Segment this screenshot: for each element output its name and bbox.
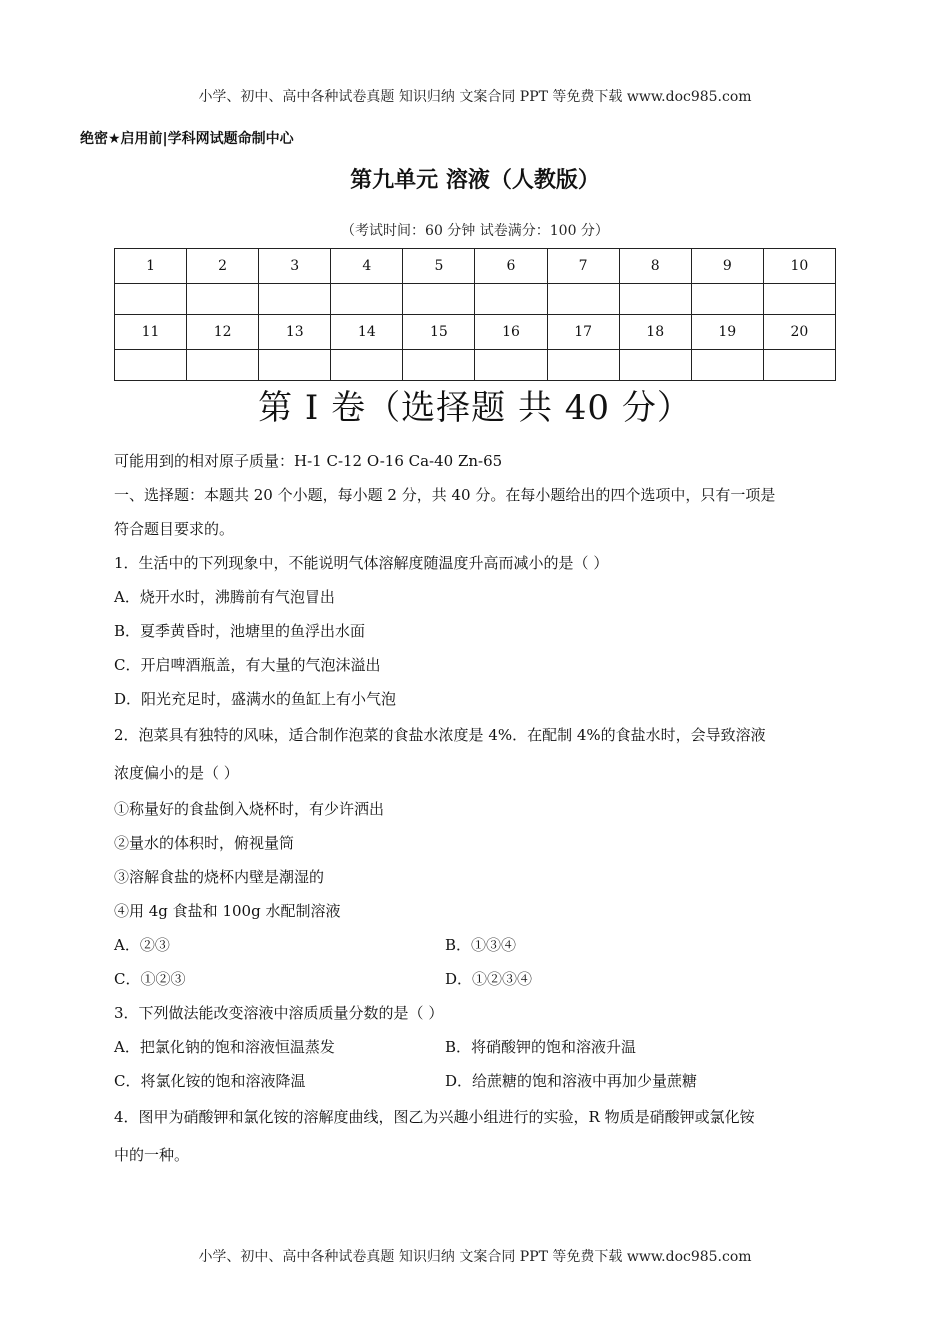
grid-number: 17 bbox=[547, 315, 619, 350]
answer-cell bbox=[619, 284, 691, 315]
option-row bbox=[114, 962, 836, 996]
answer-cell bbox=[331, 350, 403, 381]
answer-cell bbox=[547, 284, 619, 315]
answer-grid-blank-row bbox=[115, 284, 836, 315]
answer-cell bbox=[763, 350, 835, 381]
grid-number: 3 bbox=[259, 249, 331, 284]
grid-number: 7 bbox=[547, 249, 619, 284]
answer-grid-blank-row bbox=[115, 350, 836, 381]
grid-number: 4 bbox=[331, 249, 403, 284]
answer-grid-number-row bbox=[115, 249, 836, 284]
grid-number: 10 bbox=[763, 249, 835, 284]
answer-cell bbox=[259, 284, 331, 315]
option-c: C．①②③ bbox=[114, 970, 186, 988]
answer-cell bbox=[403, 350, 475, 381]
question-stem: 1．生活中的下列现象中，不能说明气体溶解度随温度升高而减小的是（ ） bbox=[114, 554, 609, 572]
answer-cell bbox=[115, 350, 187, 381]
section-instruction: 一、选择题：本题共 20 个小题，每小题 2 分，共 40 分。在每小题给出的四个选项中，只有一项是 bbox=[114, 486, 776, 504]
option-c: C．开启啤酒瓶盖，有大量的气泡沫溢出 bbox=[114, 656, 381, 674]
grid-number: 11 bbox=[115, 315, 187, 350]
grid-number: 13 bbox=[259, 315, 331, 350]
question-item: ④用 4g 食盐和 100g 水配制溶液 bbox=[114, 902, 341, 920]
answer-cell bbox=[187, 284, 259, 315]
option-row bbox=[114, 928, 836, 962]
option-d: D．给蔗糖的饱和溶液中再加少量蔗糖 bbox=[445, 1072, 698, 1090]
answer-cell bbox=[547, 350, 619, 381]
atomic-masses: 可能用到的相对原子质量：H-1 C-12 O-16 Ca-40 Zn-65 bbox=[114, 452, 503, 470]
page-title: 第九单元 溶液（人教版） bbox=[350, 168, 600, 193]
grid-number: 20 bbox=[763, 315, 835, 350]
secret-label: 绝密★启用前|学科网试题命制中心 bbox=[80, 131, 294, 147]
grid-number: 2 bbox=[187, 249, 259, 284]
question-stem: 4．图甲为硝酸钾和氯化铵的溶解度曲线，图乙为兴趣小组进行的实验，R 物质是硝酸钾或氯化铵 bbox=[114, 1108, 755, 1126]
question-item: ③溶解食盐的烧杯内壁是潮湿的 bbox=[114, 868, 325, 886]
answer-cell bbox=[259, 350, 331, 381]
option-d: D．①②③④ bbox=[445, 970, 533, 988]
question-stem: 2．泡菜具有独特的风味，适合制作泡菜的食盐水浓度是 4%．在配制 4%的食盐水时，会导致溶液 bbox=[114, 726, 766, 744]
option-b: B．夏季黄昏时，池塘里的鱼浮出水面 bbox=[114, 622, 366, 640]
answer-cell bbox=[475, 284, 547, 315]
grid-number: 8 bbox=[619, 249, 691, 284]
option-a: A．烧开水时，沸腾前有气泡冒出 bbox=[114, 588, 335, 606]
answer-cell bbox=[691, 350, 763, 381]
grid-number: 6 bbox=[475, 249, 547, 284]
answer-cell bbox=[403, 284, 475, 315]
page-header: 小学、初中、高中各种试卷真题 知识归纳 文案合同 PPT 等免费下载 www.doc985.com bbox=[198, 89, 752, 105]
question-content bbox=[114, 444, 836, 1174]
answer-cell bbox=[691, 284, 763, 315]
question-stem: 中的一种。 bbox=[114, 1146, 190, 1164]
answer-cell bbox=[331, 284, 403, 315]
answer-cell bbox=[475, 350, 547, 381]
answer-cell bbox=[115, 284, 187, 315]
answer-grid-number-row bbox=[115, 315, 836, 350]
section-instruction: 符合题目要求的。 bbox=[114, 520, 235, 538]
option-b: B．将硝酸钾的饱和溶液升温 bbox=[445, 1038, 637, 1056]
grid-number: 5 bbox=[403, 249, 475, 284]
answer-cell bbox=[763, 284, 835, 315]
grid-number: 18 bbox=[619, 315, 691, 350]
question-item: ①称量好的食盐倒入烧杯时，有少许洒出 bbox=[114, 800, 385, 818]
answer-cell bbox=[187, 350, 259, 381]
question-stem: 浓度偏小的是（ ） bbox=[114, 764, 239, 782]
option-d: D．阳光充足时，盛满水的鱼缸上有小气泡 bbox=[114, 690, 397, 708]
section-title: 第 I 卷（选择题 共 40 分） bbox=[258, 388, 692, 428]
option-b: B．①③④ bbox=[445, 936, 517, 954]
grid-number: 16 bbox=[475, 315, 547, 350]
grid-number: 1 bbox=[115, 249, 187, 284]
option-a: A．②③ bbox=[114, 936, 170, 954]
option-row bbox=[114, 1030, 836, 1064]
exam-info: （考试时间：60 分钟 试卷满分：100 分） bbox=[341, 223, 609, 239]
page-footer: 小学、初中、高中各种试卷真题 知识归纳 文案合同 PPT 等免费下载 www.doc985.com bbox=[198, 1249, 752, 1265]
option-row bbox=[114, 1064, 836, 1098]
answer-grid bbox=[114, 248, 836, 381]
option-a: A．把氯化钠的饱和溶液恒温蒸发 bbox=[114, 1038, 335, 1056]
grid-number: 14 bbox=[331, 315, 403, 350]
grid-number: 12 bbox=[187, 315, 259, 350]
grid-number: 9 bbox=[691, 249, 763, 284]
option-c: C．将氯化铵的饱和溶液降温 bbox=[114, 1072, 306, 1090]
answer-cell bbox=[619, 350, 691, 381]
grid-number: 19 bbox=[691, 315, 763, 350]
grid-number: 15 bbox=[403, 315, 475, 350]
question-stem: 3．下列做法能改变溶液中溶质质量分数的是（ ） bbox=[114, 1004, 444, 1022]
question-item: ②量水的体积时，俯视量筒 bbox=[114, 834, 295, 852]
